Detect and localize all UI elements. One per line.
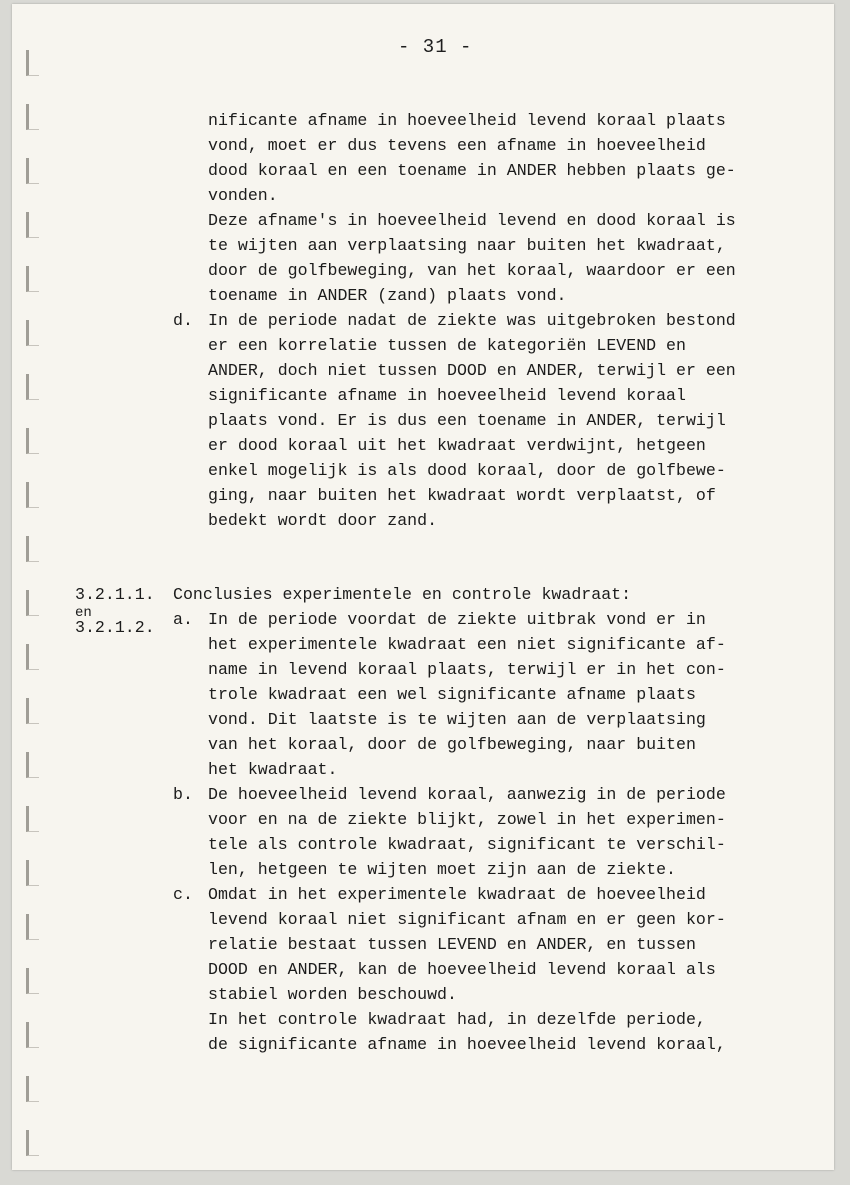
paragraph-line: levend koraal niet significant afnam en er geen kor- [208, 910, 726, 929]
section-conjunction: en [75, 605, 92, 621]
list-item-label: d. [173, 311, 193, 330]
paragraph-line: In de periode nadat de ziekte was uitgebroken bestond [208, 311, 736, 330]
paragraph-line: nificante afname in hoeveelheid levend koraal plaats [208, 111, 726, 130]
binder-hole-mark [26, 914, 39, 940]
paragraph-line: tele als controle kwadraat, significant te verschil- [208, 835, 726, 854]
paragraph-line: bedekt wordt door zand. [208, 511, 438, 530]
binder-hole-mark [26, 212, 39, 238]
paragraph-line: stabiel worden beschouwd. [208, 985, 457, 1004]
binder-hole-mark [26, 374, 39, 400]
binder-hole-mark [26, 1130, 39, 1156]
section-number: 3.2.1.1. [75, 585, 155, 604]
paragraph-line: het experimentele kwadraat een niet significante af- [208, 635, 726, 654]
paragraph-line: significante afname in hoeveelheid levend koraal [208, 386, 686, 405]
list-item-label: a. [173, 610, 193, 629]
paragraph-line: vond, moet er dus tevens een afname in hoeveelheid [208, 136, 706, 155]
paragraph-line: relatie bestaat tussen LEVEND en ANDER, en tussen [208, 935, 696, 954]
paragraph-line: de significante afname in hoeveelheid levend koraal, [208, 1035, 726, 1054]
paragraph-line: enkel mogelijk is als dood koraal, door de golfbewe- [208, 461, 726, 480]
binder-hole-mark [26, 536, 39, 562]
page-number: - 31 - [398, 36, 473, 58]
binder-hole-mark [26, 50, 39, 76]
paragraph-line: len, hetgeen te wijten moet zijn aan de ziekte. [208, 860, 677, 879]
binder-hole-mark [26, 1076, 39, 1102]
paragraph-line: vond. Dit laatste is te wijten aan de verplaatsing [208, 710, 706, 729]
document-page [12, 4, 834, 1170]
paragraph-line: Deze afname's in hoeveelheid levend en dood koraal is [208, 211, 736, 230]
paragraph-line: ANDER, doch niet tussen DOOD en ANDER, terwijl er een [208, 361, 736, 380]
paragraph-line: het kwadraat. [208, 760, 338, 779]
binder-hole-mark [26, 158, 39, 184]
binder-hole-mark [26, 644, 39, 670]
paragraph-line: dood koraal en een toename in ANDER hebben plaats ge- [208, 161, 736, 180]
list-item-label: c. [173, 885, 193, 904]
paragraph-line: plaats vond. Er is dus een toename in ANDER, terwijl [208, 411, 726, 430]
paragraph-line: De hoeveelheid levend koraal, aanwezig in de periode [208, 785, 726, 804]
binder-hole-mark [26, 320, 39, 346]
paragraph-line: ging, naar buiten het kwadraat wordt verplaatst, of [208, 486, 716, 505]
binder-hole-mark [26, 104, 39, 130]
binder-hole-mark [26, 968, 39, 994]
paragraph-line: toename in ANDER (zand) plaats vond. [208, 286, 567, 305]
paragraph-line: van het koraal, door de golfbeweging, naar buiten [208, 735, 696, 754]
binder-hole-mark [26, 806, 39, 832]
paragraph-line: vonden. [208, 186, 278, 205]
paragraph-line: te wijten aan verplaatsing naar buiten het kwadraat, [208, 236, 726, 255]
paragraph-line: er dood koraal uit het kwadraat verdwijnt, hetgeen [208, 436, 706, 455]
section-number: 3.2.1.2. [75, 618, 155, 637]
binder-hole-mark [26, 698, 39, 724]
paragraph-line: name in levend koraal plaats, terwijl er in het con- [208, 660, 726, 679]
paragraph-line: voor en na de ziekte blijkt, zowel in het experimen- [208, 810, 726, 829]
paragraph-line: door de golfbeweging, van het koraal, waardoor er een [208, 261, 736, 280]
binder-hole-mark [26, 590, 39, 616]
paragraph-line: In het controle kwadraat had, in dezelfde periode, [208, 1010, 706, 1029]
binder-hole-mark [26, 482, 39, 508]
binder-hole-mark [26, 266, 39, 292]
binder-hole-mark [26, 752, 39, 778]
binder-hole-mark [26, 1022, 39, 1048]
paragraph-line: DOOD en ANDER, kan de hoeveelheid levend koraal als [208, 960, 716, 979]
paragraph-line: Omdat in het experimentele kwadraat de hoeveelheid [208, 885, 706, 904]
list-item-label: b. [173, 785, 193, 804]
binder-hole-mark [26, 428, 39, 454]
paragraph-line: In de periode voordat de ziekte uitbrak vond er in [208, 610, 706, 629]
binder-hole-mark [26, 860, 39, 886]
paragraph-line: er een korrelatie tussen de kategoriën LEVEND en [208, 336, 686, 355]
section-heading: Conclusies experimentele en controle kwadraat: [173, 585, 632, 604]
paragraph-line: trole kwadraat een wel significante afname plaats [208, 685, 696, 704]
